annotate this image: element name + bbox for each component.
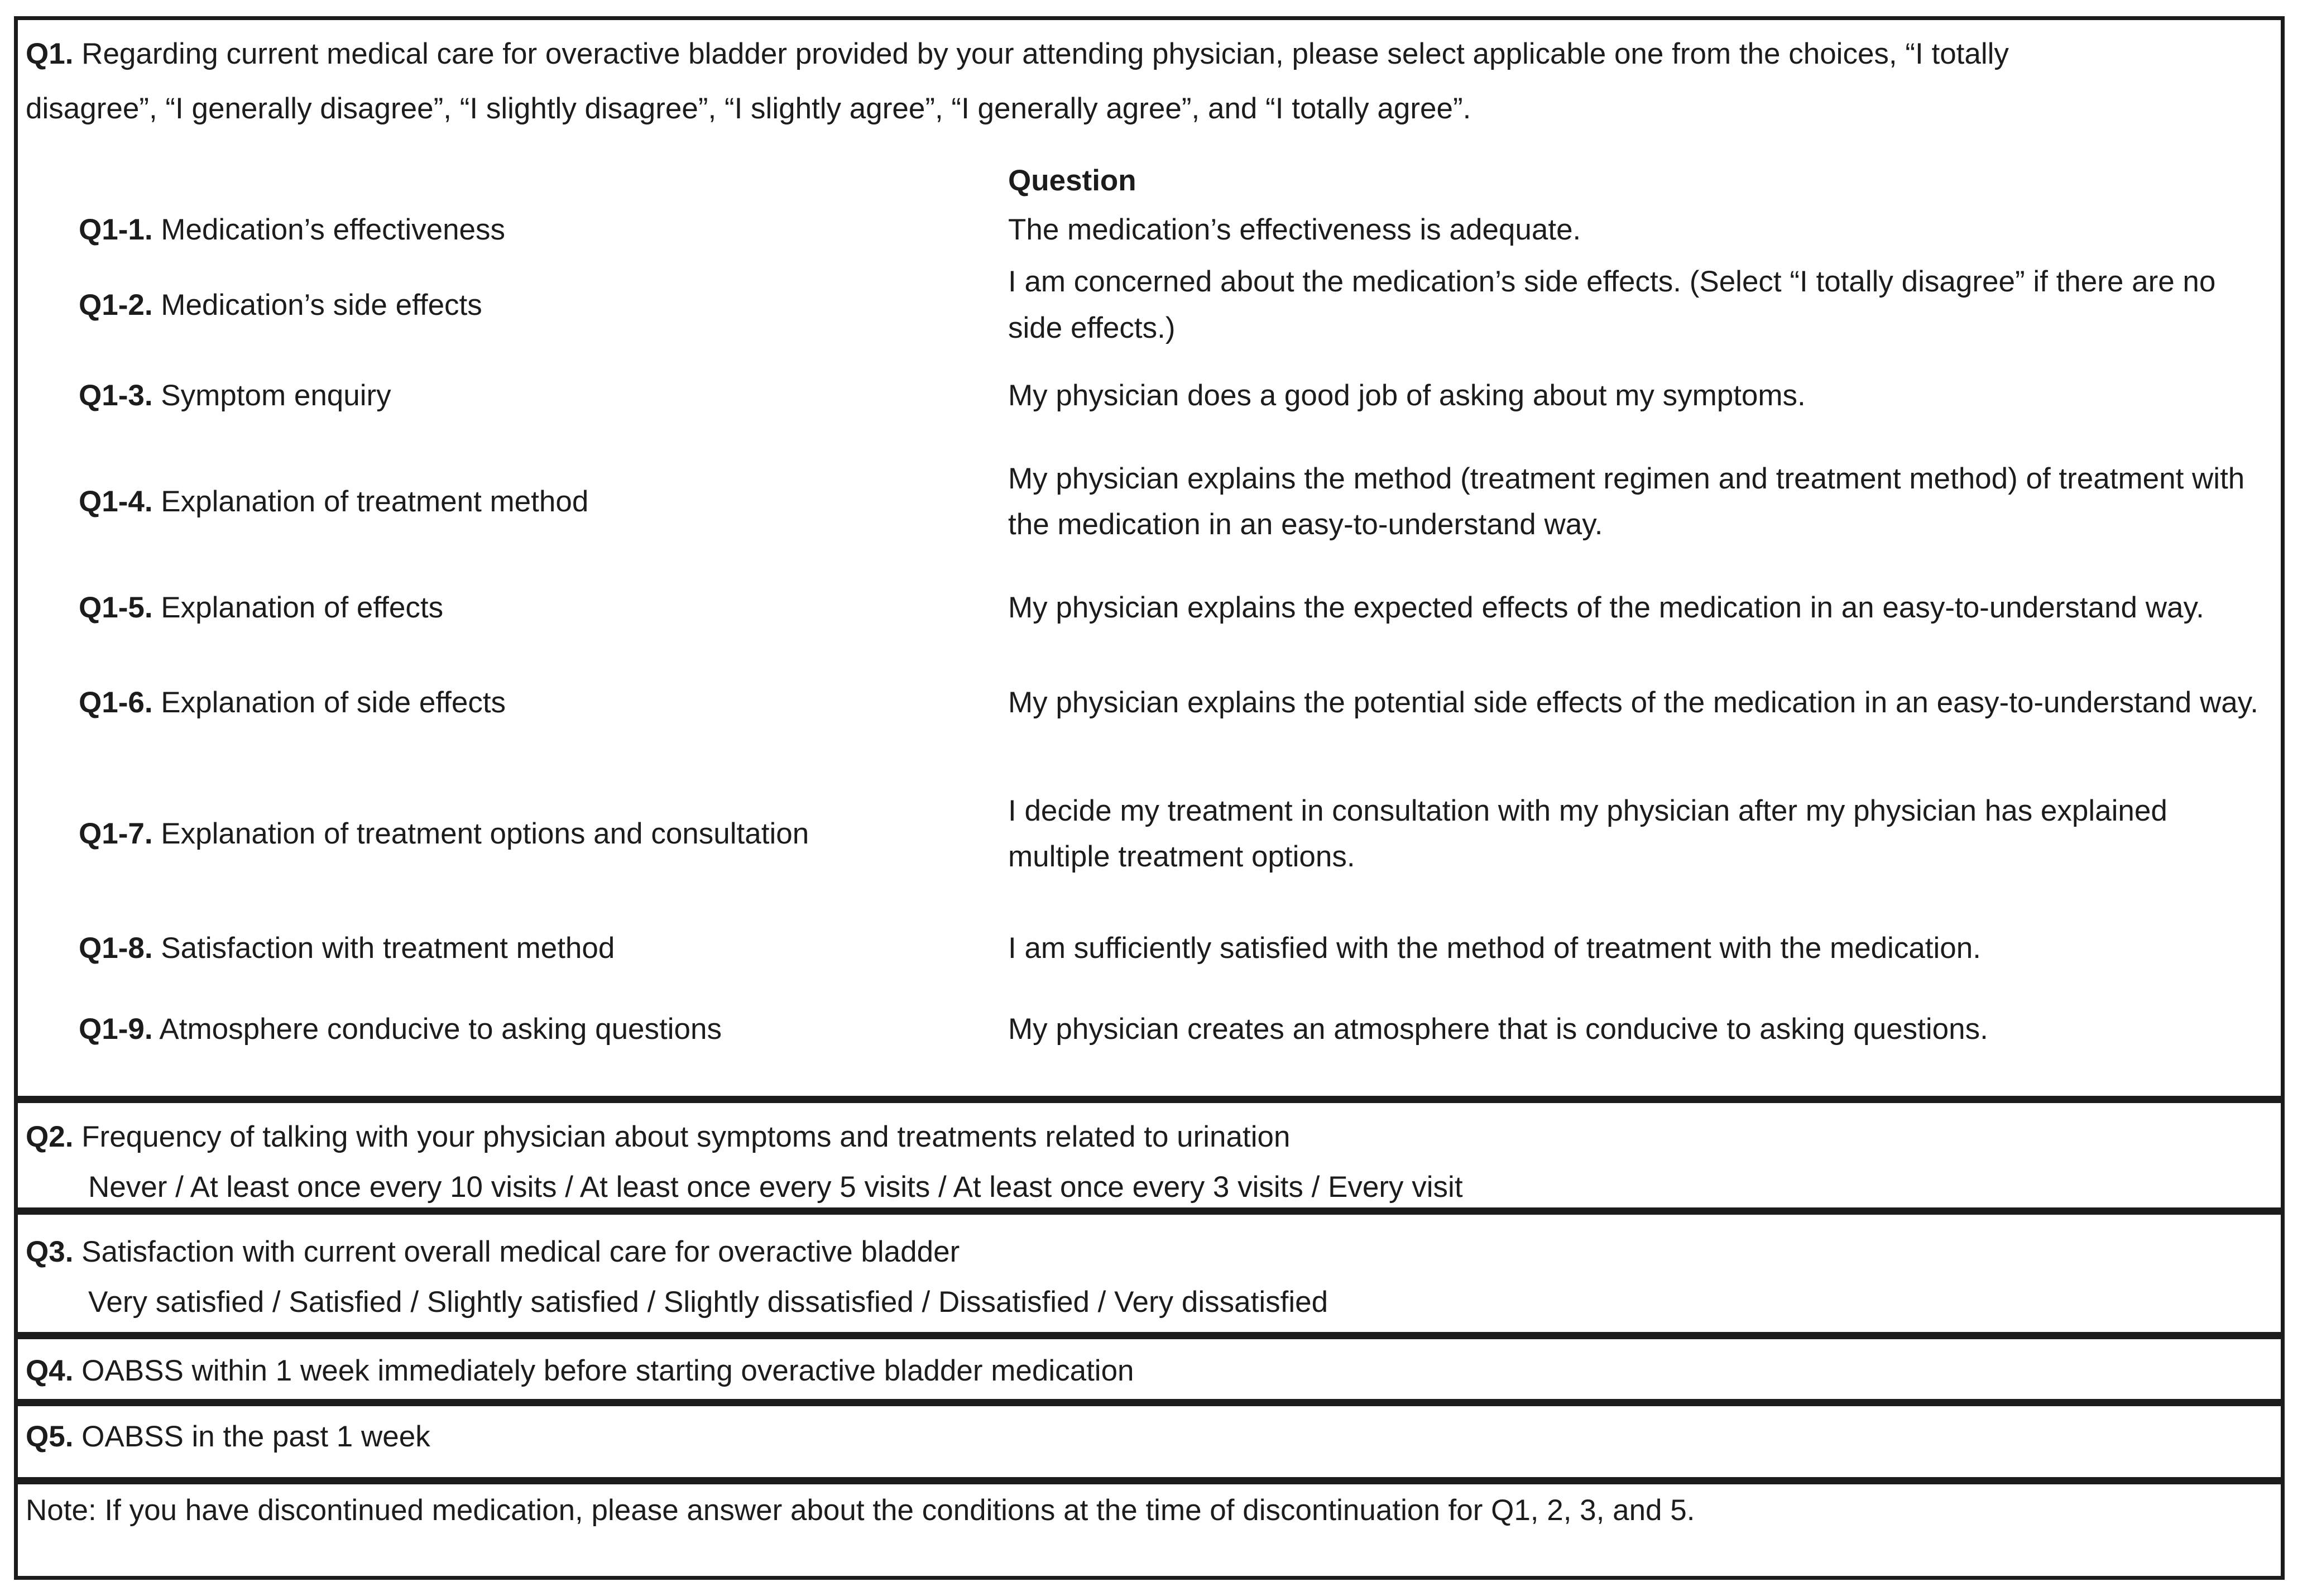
q1-item-row (79, 256, 2270, 354)
q1-item-question: My physician explains the method (treatment regimen and treatment method) of treatment with the medication in an easy-to-understand way. (1008, 462, 2245, 541)
q1-item-label-text: Explanation of side effects (161, 686, 506, 720)
q5-prefix: Q5. (26, 1420, 74, 1453)
q1-item-question: The medication’s effectiveness is adequate. (1008, 213, 1581, 246)
q1-item-id: Q1-8. (79, 932, 153, 965)
q2-title-text: Frequency of talking with your physician about symptoms and treatments related to urination (81, 1120, 1291, 1153)
q1-item-label-text: Medication’s effectiveness (161, 213, 506, 246)
q1-item-label (79, 1007, 1008, 1052)
q1-item-label (79, 282, 1008, 328)
q1-section (18, 20, 2281, 1096)
q1-prefix: Q1. (26, 37, 74, 70)
q3-options: Very satisfied / Satisfied / Slightly satisfied / Slightly dissatisfied / Dissatisfied / Very dissatisfied (88, 1286, 1328, 1319)
q1-item-label-text: Explanation of treatment options and consultation (161, 817, 809, 851)
q3-title-text: Satisfaction with current overall medical care for overactive bladder (81, 1235, 960, 1268)
q3-title (26, 1227, 2270, 1277)
note-section (18, 1477, 2281, 1576)
q1-item-id: Q1-4. (79, 485, 153, 519)
q5-section (18, 1399, 2281, 1477)
q1-item-row (79, 360, 2270, 432)
q1-item-label (79, 926, 1008, 971)
q1-item-question: My physician does a good job of asking about my symptoms. (1008, 379, 1806, 413)
q1-item-label (79, 585, 1008, 631)
q2-section (18, 1096, 2281, 1207)
q1-item-row (79, 912, 2270, 985)
q1-item-label-text: Explanation of effects (161, 591, 444, 625)
question-column-header: Question (1008, 164, 1136, 198)
q1-item-row (79, 203, 2270, 256)
q1-item-label (79, 479, 1008, 525)
questionnaire-table (14, 16, 2285, 1580)
q1-item-question: My physician explains the expected effects of the medication in an easy-to-understand way. (1008, 591, 2204, 625)
q1-item-row (79, 655, 2270, 750)
q1-item-id: Q1-5. (79, 591, 153, 625)
q4-title (26, 1346, 2270, 1396)
q1-item-label-text: Explanation of treatment method (161, 485, 589, 519)
q2-title (26, 1112, 2270, 1162)
q3-section (18, 1207, 2281, 1332)
q2-options: Never / At least once every 10 visits / At least once every 5 visits / At least once every 3 visits / Every visit (88, 1171, 1463, 1204)
q1-item-row (79, 996, 2270, 1063)
q1-item-row (79, 443, 2270, 560)
q1-item-label-text: Medication’s side effects (161, 288, 482, 322)
q1-item-id: Q1-6. (79, 686, 153, 720)
q1-item-label (79, 680, 1008, 726)
note-text: Note: If you have discontinued medication, please answer about the conditions at the time of discontinuation for Q1, 2, 3, and 5. (26, 1494, 1695, 1527)
q1-item-label (79, 373, 1008, 419)
q1-items-grid (26, 159, 2270, 1063)
q5-title (26, 1412, 2270, 1462)
q1-item-id: Q1-3. (79, 379, 153, 413)
q1-intro-text: Regarding current medical care for overactive bladder provided by your attending physician, please select applicable one from the choices, “I totally disagree”, “I generally disagree”, “I slightly disagree”, “I slightly agree”, “I generally agree”, and “I totally agree”. (26, 37, 2009, 126)
q1-item-question: My physician explains the potential side effects of the medication in an easy-to-understand way. (1008, 686, 2259, 720)
q1-item-id: Q1-2. (79, 288, 153, 322)
q1-item-label-text: Satisfaction with treatment method (161, 932, 615, 965)
q1-item-id: Q1-9. (79, 1013, 153, 1046)
q2-prefix: Q2. (26, 1120, 74, 1153)
q1-item-row (79, 560, 2270, 655)
q1-intro (26, 27, 2013, 136)
q1-column-header-row (79, 159, 2270, 203)
q5-title-text: OABSS in the past 1 week (81, 1420, 430, 1453)
q1-item-label-text: Atmosphere conducive to asking questions (159, 1013, 722, 1046)
q4-title-text: OABSS within 1 week immediately before starting overactive bladder medication (81, 1354, 1134, 1387)
q4-section (18, 1332, 2281, 1399)
q4-prefix: Q4. (26, 1354, 74, 1387)
q1-item-label (79, 811, 1008, 857)
q1-item-question: I decide my treatment in consultation with my physician after my physician has explained multiple treatment options. (1008, 794, 2167, 874)
q1-item-id: Q1-7. (79, 817, 153, 851)
q1-item-question: I am sufficiently satisfied with the method of treatment with the medication. (1008, 932, 1981, 965)
q3-prefix: Q3. (26, 1235, 74, 1268)
q1-item-question: I am concerned about the medication’s side effects. (Select “I totally disagree” if there are no side effects.) (1008, 265, 2216, 344)
q1-item-label-text: Symptom enquiry (161, 379, 391, 413)
q1-item-id: Q1-1. (79, 213, 153, 246)
q1-item-question: My physician creates an atmosphere that is conducive to asking questions. (1008, 1013, 1988, 1046)
q1-item-label (79, 207, 1008, 253)
q1-item-row (79, 773, 2270, 895)
